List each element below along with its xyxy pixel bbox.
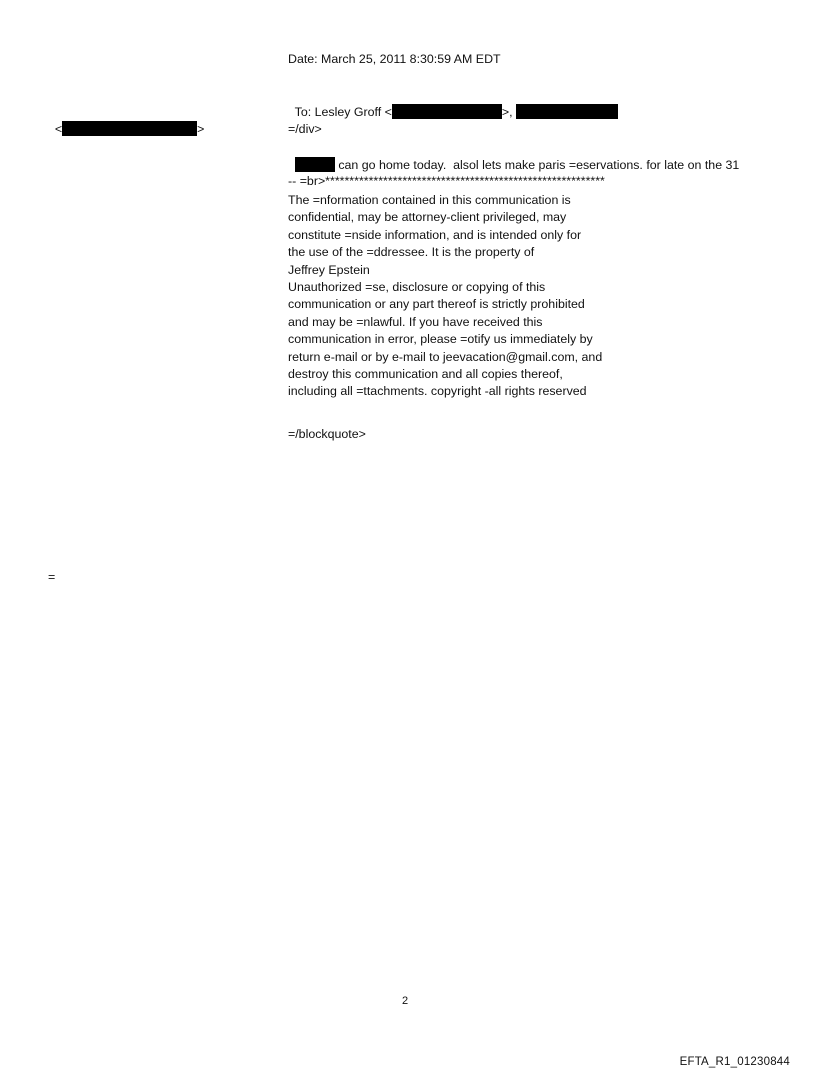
separator-line: -- =br>**********************************************************	[288, 174, 605, 188]
disclaimer-line: constitute =nside information, and is intended only for	[288, 227, 582, 242]
page-number: 2	[402, 995, 409, 1007]
disclaimer-line: communication or any part thereof is strictly prohibited	[288, 297, 585, 312]
redaction-box	[516, 104, 618, 119]
blockquote-close-tag: =/blockquote>	[288, 427, 366, 441]
left-open-bracket: <	[54, 122, 63, 136]
left-close-bracket: >	[197, 122, 205, 136]
disclaimer	[288, 192, 602, 401]
disclaimer-line: communication in error, please =otify us immediately by	[288, 332, 593, 347]
redaction-box	[392, 104, 502, 119]
disclaimer-line: including all =ttachments. copyright -all rights reserved	[288, 384, 587, 399]
disclaimer-line: and may be =nlawful. If you have received this	[288, 314, 543, 329]
left-address	[48, 102, 204, 138]
disclaimer-line: Jeffrey Epstein	[288, 262, 370, 277]
bates-number: EFTA_R1_01230844	[679, 1056, 790, 1068]
redaction-box	[295, 157, 335, 172]
disclaimer-line: destroy this communication and all copies thereof,	[288, 367, 563, 382]
disclaimer-line: confidential, may be attorney-client privileged, may	[288, 210, 567, 225]
to-line	[288, 85, 618, 121]
disclaimer-line: The =nformation contained in this communication is	[288, 193, 571, 207]
disclaimer-line: Unauthorized =se, disclosure or copying of this	[288, 280, 546, 295]
disclaimer-line: the use of the =ddressee. It is the property of	[288, 245, 535, 260]
to-prefix: To: Lesley Groff <	[294, 105, 392, 119]
disclaimer-line: return e-mail or by e-mail to jeevacation@gmail.com, and	[288, 349, 603, 364]
to-separator: >,	[501, 105, 513, 119]
message-text: can go home today. alsol lets make paris =eservations. for late on the 31	[338, 158, 740, 172]
redaction-box	[62, 121, 197, 136]
div-close-tag: =/div>	[288, 122, 322, 136]
date-line: Date: March 25, 2011 8:30:59 AM EDT	[288, 52, 501, 66]
message-line	[288, 138, 739, 174]
equals-mark: =	[48, 570, 56, 584]
